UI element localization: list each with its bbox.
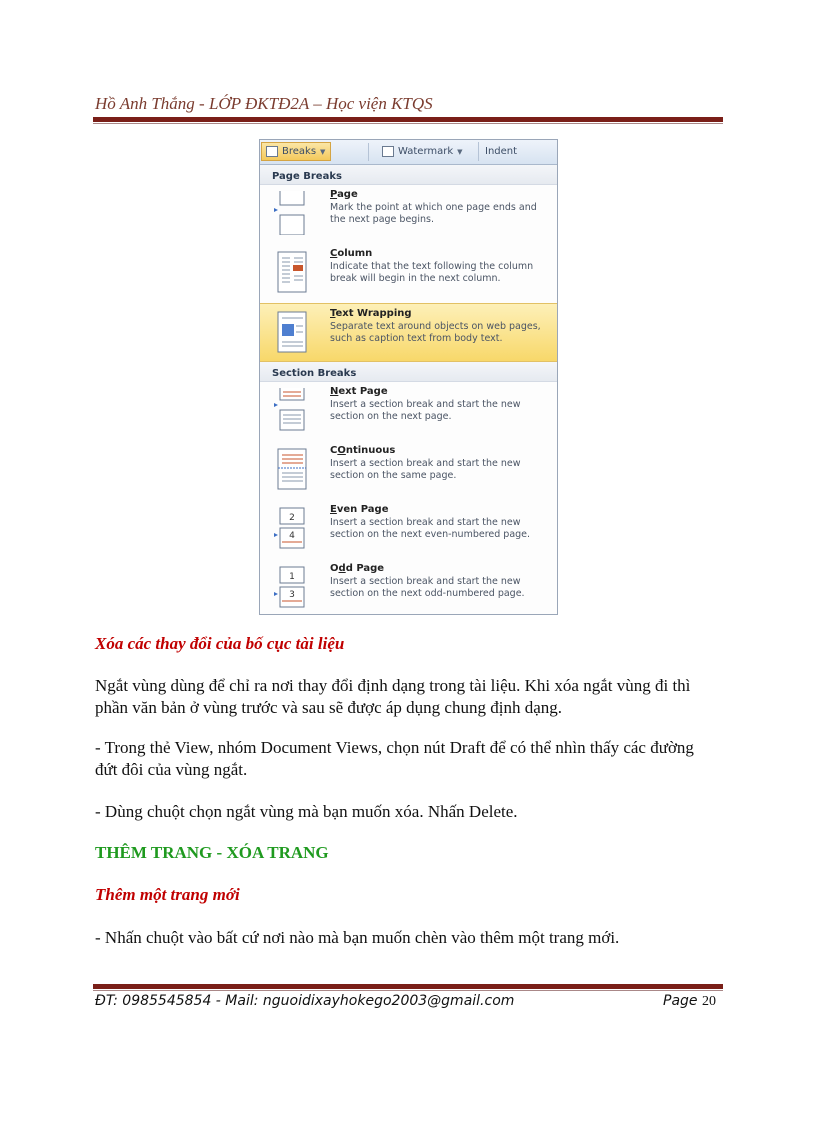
item-title: Even Page [330,504,389,515]
paragraph-2: - Trong thẻ View, nhóm Document Views, chọn nút Draft để có thể nhìn thấy các đường đứt đôi của vùng ngắt. [95,738,694,779]
chevron-down-icon: ▼ [457,147,463,156]
footer-contact: ĐT: 0985545854 - Mail: nguoidixayhokego2003@gmail.com [95,993,515,1009]
footer-rule-thin [93,990,723,991]
page-number: Page 20 [663,993,716,1009]
text-wrapping-icon [274,310,308,354]
heading-add-new-page: Thêm một trang mới [95,885,240,904]
menu-item-continuous[interactable] [260,441,557,500]
footer-rule [93,984,723,989]
watermark-button[interactable] [378,142,463,161]
header-rule [93,117,723,122]
item-title: Text Wrapping [330,308,412,319]
header-rule-thin [93,123,723,124]
svg-text:2: 2 [289,513,295,523]
breaks-menu-screenshot [259,139,558,615]
indent-label: Indent [485,146,518,157]
ribbon-bar [260,140,557,165]
heading-add-delete-page: THÊM TRANG - XÓA TRANG [95,843,329,862]
menu-item-odd-page[interactable] [260,559,557,618]
heading-remove-section-break: Xóa các thay đổi của bố cục tài liệu [95,634,345,653]
watermark-icon [382,146,394,157]
ribbon-separator [368,143,369,161]
item-desc: Insert a section break and start the new section on the next page. [330,398,521,422]
item-desc: Indicate that the text following the column break will begin in the next column. [330,260,534,284]
indent-button[interactable] [478,142,517,161]
item-title: Page [330,189,358,200]
column-break-icon [274,250,308,294]
svg-text:1: 1 [289,572,295,582]
item-desc: Insert a section break and start the new section on the next odd-numbered page. [330,575,525,599]
section-breaks-header: Section Breaks [260,362,557,382]
paragraph-3: - Dùng chuột chọn ngắt vùng mà bạn muốn xóa. Nhấn Delete. [95,802,518,821]
item-desc: Mark the point at which one page ends and the next page begins. [330,201,537,225]
item-title: Column [330,248,373,259]
page-header: Hồ Anh Thắng - LỚP ĐKTĐ2A – Học viện KTQS [95,94,433,113]
item-desc: Insert a section break and start the new section on the next even-numbered page. [330,516,531,540]
item-title: Odd Page [330,563,385,574]
odd-page-icon [274,565,308,609]
continuous-icon [274,447,308,491]
menu-item-text-wrapping[interactable] [260,303,557,362]
breaks-label: Breaks [282,146,317,157]
item-desc: Separate text around objects on web pages, such as caption text from body text. [330,320,541,344]
breaks-icon [266,146,278,157]
page-break-icon [274,191,308,235]
next-page-icon [274,388,308,432]
even-page-icon [274,506,308,550]
menu-item-next-page[interactable] [260,382,557,441]
svg-text:3: 3 [289,590,295,600]
menu-item-page[interactable] [260,185,557,244]
paragraph-4: - Nhấn chuột vào bất cứ nơi nào mà bạn muốn chèn vào thêm một trang mới. [95,928,620,947]
page-breaks-header: Page Breaks [260,165,557,185]
breaks-button[interactable] [261,142,331,161]
menu-item-even-page[interactable] [260,500,557,559]
watermark-label: Watermark [398,146,454,157]
svg-text:4: 4 [289,531,295,541]
item-title: COntinuous [330,445,396,456]
item-title: Next Page [330,386,388,397]
item-desc: Insert a section break and start the new section on the same page. [330,457,521,481]
menu-item-column[interactable] [260,244,557,303]
paragraph-1: Ngắt vùng dùng để chỉ ra nơi thay đổi định dạng trong tài liệu. Khi xóa ngắt vùng đi thì phần văn bản ở vùng trước và sau sẽ được áp dụng chung định dạng. [95,676,691,717]
chevron-down-icon: ▼ [320,147,326,156]
